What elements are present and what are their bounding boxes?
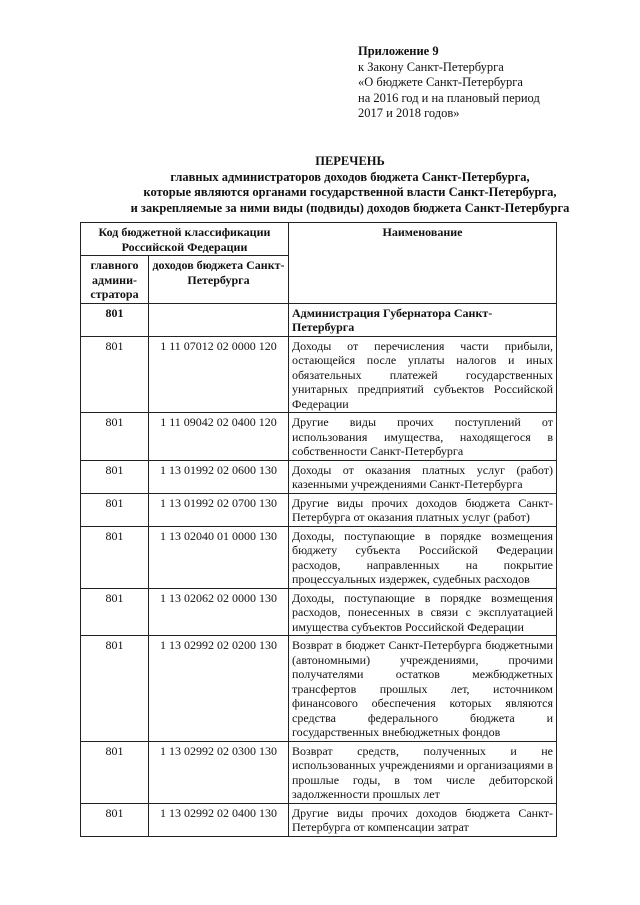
revenue-name-cell: Доходы от перечисления части прибыли, остающейся после уплаты налогов и иных обязательных платежей государственных унитарных предприятий субъектов Российской Федерации — [289, 336, 557, 413]
table-row — [81, 636, 557, 742]
admin-code-cell: 801 — [81, 460, 149, 493]
appendix-line: 2017 и 2018 годов» — [358, 106, 460, 120]
revenue-code-cell: 1 13 02992 02 0300 130 — [149, 741, 289, 803]
table-row — [81, 413, 557, 461]
revenue-code-cell: 1 11 09042 02 0400 120 — [149, 413, 289, 461]
revenue-code-cell — [149, 303, 289, 336]
document-title — [80, 154, 620, 216]
revenue-name-cell: Доходы, поступающие в порядке возмещения расходов, понесенных в связи с эксплуатацией имущества субъектов Российской Федерации — [289, 588, 557, 636]
title-line: главных администраторов доходов бюджета Санкт-Петербурга, — [170, 169, 530, 184]
admin-code-cell: 801 — [81, 588, 149, 636]
revenue-code-cell: 1 13 02062 02 0000 130 — [149, 588, 289, 636]
revenue-name-cell: Доходы, поступающие в порядке возмещения бюджету субъекта Российской Федерации расходов, направленных на покрытие процессуальных издержек, судебных расходов — [289, 526, 557, 588]
header-classification: Код бюджетной классификации Российской Федерации — [81, 223, 289, 256]
revenue-name-cell: Другие виды прочих поступлений от использования имущества, находящегося в собственности Санкт-Петербурга — [289, 413, 557, 461]
table-row-section — [81, 303, 557, 336]
revenue-name-cell: Возврат средств, полученных и не использованных учреждениями и организациями в прошлые годы, в том числе дебиторской задолженности прошлых лет — [289, 741, 557, 803]
revenue-name-cell: Доходы от оказания платных услуг (работ) казенными учреждениями Санкт-Петербурга — [289, 460, 557, 493]
table-row — [81, 588, 557, 636]
revenue-code-cell: 1 13 02992 02 0200 130 — [149, 636, 289, 742]
title-main: ПЕРЕЧЕНЬ — [315, 154, 385, 168]
revenue-code-cell: 1 11 07012 02 0000 120 — [149, 336, 289, 413]
admin-code-cell: 801 — [81, 803, 149, 836]
title-line: и закрепляемые за ними виды (подвиды) доходов бюджета Санкт-Петербурга — [130, 200, 570, 215]
revenue-code-cell: 1 13 02040 01 0000 130 — [149, 526, 289, 588]
revenue-code-cell: 1 13 01992 02 0700 130 — [149, 493, 289, 526]
table-row — [81, 336, 557, 413]
revenue-code-cell: 1 13 01992 02 0600 130 — [149, 460, 289, 493]
table-row — [81, 493, 557, 526]
admin-code-cell: 801 — [81, 303, 149, 336]
appendix-line: на 2016 год и на плановый период — [358, 90, 540, 105]
revenue-code-cell: 1 13 02992 02 0400 130 — [149, 803, 289, 836]
admin-code-cell: 801 — [81, 741, 149, 803]
appendix-block — [358, 44, 540, 122]
revenue-name-cell: Другие виды прочих доходов бюджета Санкт-Петербурга от оказания платных услуг (работ) — [289, 493, 557, 526]
admin-code-cell: 801 — [81, 413, 149, 461]
table-row — [81, 803, 557, 836]
table-row — [81, 526, 557, 588]
admin-code-cell: 801 — [81, 526, 149, 588]
appendix-line: «О бюджете Санкт-Петербурга — [358, 75, 523, 89]
revenue-name-cell: Возврат в бюджет Санкт-Петербурга бюджетными (автономными) учреждениями, прочими получателями остатков межбюджетных трансфертов прошлых лет, источником финансового обеспечения которых являются средства федерального бюджета и государственных внебюджетных фондов — [289, 636, 557, 742]
header-admin: главного админи-стратора — [81, 256, 149, 304]
admin-code-cell: 801 — [81, 636, 149, 742]
revenue-table — [80, 222, 557, 837]
header-revenue: доходов бюджета Санкт-Петербурга — [149, 256, 289, 304]
header-name: Наименование — [289, 223, 557, 304]
table-row — [81, 460, 557, 493]
revenue-name-cell: Администрация Губернатора Санкт-Петербурга — [289, 303, 557, 336]
table-row — [81, 741, 557, 803]
admin-code-cell: 801 — [81, 336, 149, 413]
title-line: которые являются органами государственной власти Санкт-Петербурга, — [143, 185, 557, 199]
admin-code-cell: 801 — [81, 493, 149, 526]
appendix-number: Приложение 9 — [358, 44, 439, 58]
revenue-name-cell: Другие виды прочих доходов бюджета Санкт-Петербурга от компенсации затрат — [289, 803, 557, 836]
appendix-line: к Закону Санкт-Петербурга — [358, 59, 504, 74]
